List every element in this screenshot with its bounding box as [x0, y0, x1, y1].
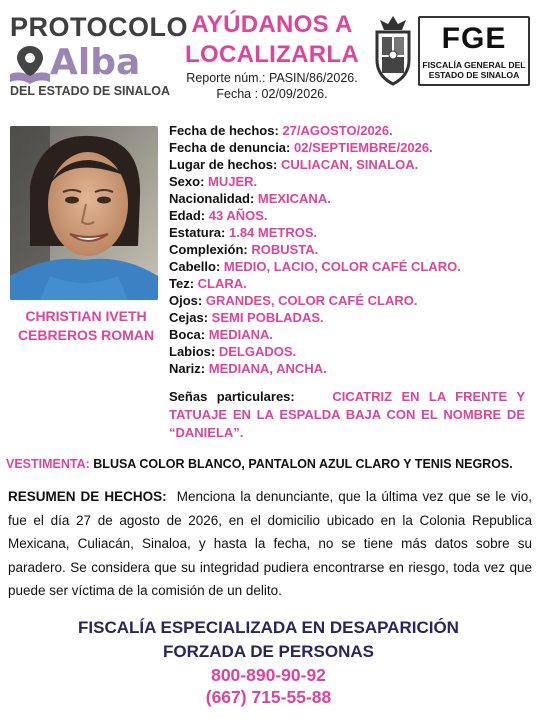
- detail-row: [169, 156, 418, 173]
- detail-label: Nariz:: [169, 361, 206, 376]
- detail-value: GRANDES, COLOR CAFÉ CLARO.: [205, 293, 418, 308]
- detail-value: CULIACAN, SINALOA.: [280, 157, 419, 172]
- detail-label: Cejas:: [169, 310, 209, 325]
- detail-row: [169, 122, 393, 139]
- resumen-text: Menciona la denunciante, que la última vez que se le vio, fue el día 27 de agosto de 2026, en el domicilio ubicado en la Colonia Republica Mexicana, Culiacán, Sinaloa, y hasta la fecha, no se tiene más datos sobre su paradero. Se considera que su integridad pudiera encontrarse en riesgo, toda vez que puede ser víctima de la comisión de un delito.: [8, 489, 532, 599]
- clothing-description: [6, 457, 513, 471]
- summary-of-events: [8, 485, 532, 603]
- fge-acronym: FGE: [441, 22, 507, 55]
- logo-line-alba: Alba: [50, 42, 141, 83]
- detail-value: MEDIANA, ANCHA.: [208, 361, 327, 376]
- fiscalia-line2: FORZADA DE PERSONAS: [163, 642, 374, 661]
- detail-label: Edad:: [169, 208, 206, 223]
- detail-value: 27/AGOSTO/2026.: [282, 123, 393, 138]
- detail-value: ROBUSTA.: [251, 242, 319, 257]
- distinguishing-marks: [169, 388, 525, 442]
- detail-row: [169, 258, 461, 275]
- detail-value: MEDIO, LACIO, COLOR CAFÉ CLARO.: [223, 259, 461, 274]
- protocolo-alba-logo: [6, 8, 189, 98]
- fge-name-line1: FISCALÍA GENERAL DEL: [422, 60, 526, 70]
- detail-value: 02/SEPTIEMBRE/2026.: [294, 140, 433, 155]
- detail-value: 1.84 METROS.: [228, 225, 318, 240]
- detail-row: [169, 292, 417, 309]
- detail-label: Fecha de denuncia:: [169, 140, 291, 155]
- missing-person-photo: [10, 126, 158, 300]
- phone-tollfree: 800-890-90-92: [211, 665, 326, 685]
- detail-label: Lugar de hechos:: [169, 157, 278, 172]
- header-title-block: [176, 10, 368, 102]
- report-date: Fecha : 02/09/2026.: [216, 87, 328, 101]
- name-line2: CEBREROS ROMAN: [17, 327, 155, 343]
- detail-label: Labios:: [169, 344, 216, 359]
- detail-row: [169, 275, 247, 292]
- header-title-line2: LOCALIZARLA: [185, 41, 359, 68]
- detail-row: [169, 343, 296, 360]
- detail-value: MEDIANA.: [208, 327, 274, 342]
- senas-label: Señas particulares:: [169, 389, 295, 404]
- detail-row: [169, 326, 273, 343]
- detail-value: MUJER.: [208, 174, 258, 189]
- detail-row: [169, 139, 433, 156]
- detail-value: 43 AÑOS.: [208, 208, 268, 223]
- detail-label: Boca:: [169, 327, 206, 342]
- report-number: Reporte núm.: PASIN/86/2026.: [186, 71, 358, 85]
- fge-logo: [418, 16, 530, 86]
- fiscalia-line1: FISCALÍA ESPECIALIZADA EN DESAPARICIÓN: [78, 618, 459, 637]
- detail-value: DELGADOS.: [218, 344, 297, 359]
- detail-row: [169, 190, 331, 207]
- detail-value: SEMI POBLADAS.: [211, 310, 324, 325]
- contact-footer: [0, 616, 537, 708]
- state-seal-icon: [372, 14, 414, 88]
- header-title-line1: AYÚDANOS A: [191, 11, 353, 38]
- detail-row: [169, 309, 324, 326]
- fge-name-line2: ESTADO DE SINALOA: [428, 70, 520, 80]
- missing-person-name: [6, 307, 166, 345]
- detail-row: [169, 241, 318, 258]
- detail-label: Ojos:: [169, 293, 203, 308]
- vestimenta-value: BLUSA COLOR BLANCO, PANTALON AZUL CLARO Y TENIS NEGROS.: [93, 457, 513, 471]
- phone-local: (667) 715-55-88: [205, 687, 332, 707]
- detail-value: MEXICANA.: [257, 191, 331, 206]
- detail-label: Estatura:: [169, 225, 226, 240]
- detail-label: Fecha de hechos:: [169, 123, 279, 138]
- detail-label: Nacionalidad:: [169, 191, 255, 206]
- vestimenta-label: VESTIMENTA:: [6, 457, 90, 471]
- detail-label: Complexión:: [169, 242, 248, 257]
- logo-line-estado: DEL ESTADO DE SINALOA: [10, 84, 170, 98]
- detail-row: [169, 360, 327, 377]
- detail-value: CLARA.: [197, 276, 247, 291]
- detail-row: [169, 224, 317, 241]
- fge-full-name: [420, 60, 528, 80]
- resumen-label: RESUMEN DE HECHOS:: [8, 489, 167, 504]
- detail-label: Sexo:: [169, 174, 205, 189]
- senas-value: CICATRIZ EN LA FRENTE Y TATUAJE EN LA ESPALDA BAJA CON EL NOMBRE DE “DANIELA”.: [169, 389, 526, 440]
- detail-label: Cabello:: [169, 259, 221, 274]
- name-line1: CHRISTIAN IVETH: [25, 308, 147, 324]
- logo-line-protocolo: PROTOCOLO: [10, 12, 189, 42]
- location-pin-book-icon: [8, 44, 52, 84]
- detail-row: [169, 207, 268, 224]
- detail-row: [169, 173, 257, 190]
- detail-label: Tez:: [169, 276, 195, 291]
